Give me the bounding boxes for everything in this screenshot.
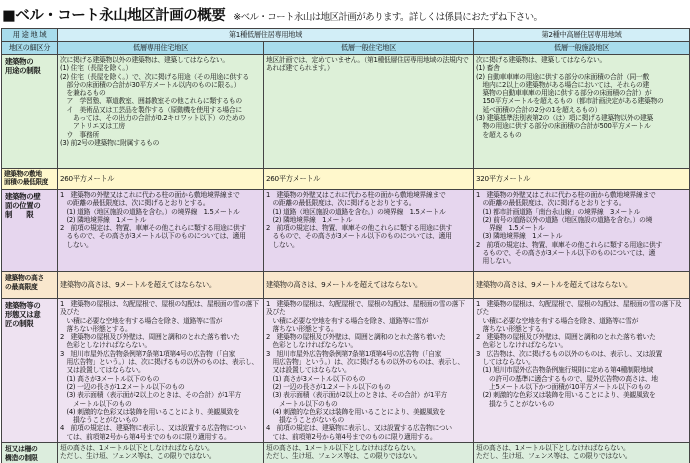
- text-line: (2) 住宅（長屋を除く。）で、次に掲げる用途（その用途に供する: [60, 72, 249, 81]
- text-line: (2) 一辺の長さが1.2メートル以下のもの: [266, 382, 391, 391]
- text-line: ただし、生け垣、フェンス等は、この限りではない。: [476, 452, 632, 461]
- text-line: (1) 道路（地区施設の道路を含む。）の境界線 1.5メートル: [60, 207, 240, 216]
- row-label-wall-position: 建築物の壁 面の位置の 制 限: [2, 190, 58, 272]
- district-a-heading: 低層専用住宅地区: [58, 42, 264, 55]
- district-c-heading: 低層一般施設地区: [474, 42, 690, 55]
- text-line: 垣の高さは、1メートル以下としなければならない。: [60, 444, 214, 453]
- row-label-form-design: 建築物等の 形態又は意 匠の制限: [2, 299, 58, 443]
- text-line: 1 建築物の屋根は、勾配屋根で、屋根の勾配は、屋根面の雪の落下及びた: [476, 300, 682, 317]
- text-line: 1 建築物の外壁又はこれに代わる柱の面から敷地境界線まで: [476, 191, 656, 199]
- text-line: (1) 高さが3メートル以下のもの: [60, 374, 160, 383]
- text-line: ただし、生け垣、フェンス等は、この限りではない。: [60, 452, 216, 461]
- district-label: 地区の細区分: [2, 42, 58, 55]
- text-line: 2 建築物の屋根及び外壁は、周囲と調和のとれた落ち着いた: [476, 333, 656, 342]
- text-line: 3 旭川市屋外広告物条例第7条第1項第4号の広告物（「自家: [60, 349, 236, 358]
- text-line: アトリエ又は工房: [60, 122, 125, 131]
- text-line: 落ちない形態とする。: [60, 324, 132, 333]
- row-label-fence: 垣又は柵の 構造の制限: [2, 443, 58, 463]
- text-line: 用広告物」という。）は、次に掲げるもの以外のものは、表示し、: [60, 358, 259, 367]
- text-line: (2) 一辺の長さが1.2メートル以下のもの: [60, 382, 185, 391]
- text-line: 用広告物」という。）は、次に掲げるもの以外のものは、表示し、: [266, 358, 465, 367]
- cell-wall-a: [58, 190, 264, 272]
- text-line: (1) 道路（地区施設の道路を含む。）の境界線 1.5メートル: [266, 207, 446, 216]
- text-line: ウ 事務所: [60, 130, 99, 139]
- text-line: (3) 表示面積（表示面が2以上のときは、その合計）が1平方: [60, 391, 242, 400]
- cell-form-a: [58, 299, 264, 443]
- cell-fence-a: [58, 443, 264, 463]
- text-line: (2) 自動車車庫の用途に供する部分の床面積の合計（同一敷: [476, 72, 650, 81]
- text-line: (1) 畜舎: [476, 64, 500, 73]
- text-line: 地内に2以上の建築物がある場合においては、それらの建: [476, 80, 649, 89]
- row-label-use-restriction: 建築物の 用途の制限: [2, 55, 58, 169]
- text-line: しない。: [60, 240, 93, 249]
- text-line: 4 前項の規定は、建築物に表示し、又は設置する広告物につい: [266, 424, 452, 433]
- text-line: を超えるもの: [476, 130, 522, 139]
- text-line: 2 建築物の屋根及び外壁は、周囲と調和のとれた落ち着いた: [266, 333, 446, 342]
- text-line: 又は設置してはならない。: [60, 366, 145, 375]
- cell-lot-c: 320平方メートル: [474, 169, 690, 190]
- page-note: ※ベル・コート永山は地区計画があります。詳しくは係員におたずね下さい。: [233, 12, 543, 23]
- text-line: の距離の最低限度は、次に掲げるとおりとする。: [476, 199, 626, 208]
- cell-height-a: 建築物の高さは、9メートルを超えてはならない。: [58, 272, 264, 299]
- text-line: 4 前項の規定は、建築物に表示し、又は設置する広告物につい: [60, 424, 246, 433]
- text-line: 2 前項の規定は、物置、車庫その他これらに類する用途に供す: [60, 224, 246, 233]
- text-line: 色彩としなければならない。: [60, 341, 151, 350]
- text-line: い積に必要な空地を有する場合を除き、道路等に雪が: [476, 316, 639, 325]
- text-line: 色彩としなければならない。: [266, 341, 357, 350]
- cell-height-c: 建築物の高さは、9メートルを超えてはならない。: [474, 272, 690, 299]
- cell-use-a: [58, 55, 264, 169]
- text-line: 落ちない形態とする。: [266, 324, 338, 333]
- text-line: るもので、その高さが3メートル以下のものについては、適用: [60, 232, 246, 241]
- text-line: 150平方メートルを超えるもの（都市計画決定がある建築物の: [476, 97, 664, 106]
- text-line: 色彩としなければならない。: [476, 341, 567, 350]
- text-line: (3) 建築基準法別表第2の（は）項に掲げる建築物以外の建築: [476, 114, 654, 123]
- text-line: 上5メートル以下かつ面積が10平方メートル以下のもの: [476, 382, 651, 391]
- text-line: 2 前項の規定は、物置、車庫その他これらに類する用途に供す: [476, 240, 662, 249]
- text-line: 垣の高さは、1メートル以下としなければならない。: [266, 444, 420, 453]
- text-line: 2 建築物の屋根及び外壁は、周囲と調和のとれた落ち着いた: [60, 333, 240, 342]
- text-line: 用しない。: [476, 257, 515, 266]
- text-line: 次に掲げる建築物は、建築してはならない。: [476, 56, 606, 64]
- row-label-max-height: 建築物の高さ の最高限度: [2, 272, 58, 299]
- text-line: 又は設置してはならない。: [266, 366, 351, 375]
- cell-use-c: [474, 55, 690, 169]
- cell-form-c: [474, 299, 690, 443]
- cell-form-b: [264, 299, 474, 443]
- text-line: (2) 隣地境界線 1メートル: [60, 215, 147, 224]
- cell-fence-c: [474, 443, 690, 463]
- text-line: 垣の高さは、1メートル以下としなければならない。: [476, 444, 630, 453]
- text-line: メートル以下のもの: [60, 399, 132, 408]
- text-line: の距離の最低限度は、次に掲げるとおりとする。: [60, 199, 210, 208]
- cell-lot-a: 260平方メートル: [58, 169, 264, 190]
- cell-lot-b: 260平方メートル: [264, 169, 474, 190]
- page-header: [0, 0, 690, 27]
- text-line: 部分の床面積の合計が30平方メートル以内のものに限る。）: [60, 80, 241, 89]
- text-line: い積に必要な空地を有する場合を除き、道路等に雪が: [266, 316, 429, 325]
- text-line: (1) 住宅（長屋を除く。）: [60, 64, 133, 73]
- text-line: ては、前項第2号から第4号までのものに限り適用する。: [60, 432, 231, 441]
- text-line: 損なうことがないもの: [266, 416, 344, 425]
- text-line: ては、前項第2号から第4号までのものに限り適用する。: [266, 432, 437, 441]
- cell-wall-b: [264, 190, 474, 272]
- text-line: しない。: [266, 240, 299, 249]
- text-line: い積に必要な空地を有する場合を除き、道路等に雪が: [60, 316, 223, 325]
- text-line: あっては、その出力の合計が0.2キロワット以下）のための: [60, 114, 245, 123]
- text-line: 1 建築物の外壁又はこれに代わる柱の面から敷地境界線まで: [266, 191, 446, 199]
- text-line: ア 学習塾、華道教室、囲碁教室その他これらに類するもの: [60, 97, 242, 106]
- text-line: (2) 刺激的な色彩又は装飾を用いることにより、美観風致を: [476, 391, 656, 400]
- text-line: 3 旭川市屋外広告物条例第7条第1項第4号の広告物（「自家: [266, 349, 442, 358]
- text-line: るもので、その高さが3メートル以下のものについては、適用: [266, 232, 452, 241]
- text-line: (2) 前号の道路以外の道路（地区施設の道路を含む。）の境: [476, 215, 653, 224]
- text-line: (1) 都市計画道路「南台永山線」の境界線 3メートル: [476, 207, 641, 216]
- text-line: (3) 隣地境界線 1メートル: [476, 232, 563, 241]
- text-line: 損なうことがないもの: [60, 416, 138, 425]
- text-line: (1) 旭川市屋外広告物条例施行規則に定める第4種制限地域: [476, 366, 654, 375]
- text-line: 地区計画では、定めていません。（第1種低層住居専用地域の法規内であれば建てられます。）: [266, 56, 469, 73]
- cell-use-b: [264, 55, 474, 169]
- text-line: 落ちない形態とする。: [476, 324, 548, 333]
- text-line: (3) 表示面積（表示面が2以上のときは、その合計）が1平方: [266, 391, 448, 400]
- text-line: イ 美術品又は工芸品を製作する（原動機を使用する場合に: [60, 105, 242, 114]
- text-line: (4) 刺激的な色彩又は装飾を用いることにより、美観風致を: [60, 407, 240, 416]
- text-line: を兼ねるもの: [60, 89, 106, 98]
- text-line: (2) 隣地境界線 1メートル: [266, 215, 353, 224]
- row-label-min-lot: 建築物の敷地 面積の最低限度: [2, 169, 58, 190]
- text-line: (3) 前2号の建築物に附属するもの: [60, 138, 160, 147]
- text-line: ただし、生け垣、フェンス等は、この限りではない。: [266, 452, 422, 461]
- text-line: 次に掲げる建築物以外の建築物は、建築してはならない。: [60, 56, 229, 64]
- text-line: 界線 1.5メートル: [476, 224, 545, 233]
- text-line: 1 建築物の屋根は、勾配屋根で、屋根の勾配は、屋根面の雪の落下及びた: [266, 300, 465, 317]
- text-line: の距離の最低限度は、次に掲げるとおりとする。: [266, 199, 416, 208]
- text-line: 築物の自動車車庫の用途に供する部分の床面積の合計）が: [476, 89, 652, 98]
- text-line: (1) 高さが3メートル以下のもの: [266, 374, 366, 383]
- zone2-heading: 第2種中高層住居専用地域: [474, 29, 690, 42]
- text-line: 1 建築物の外壁又はこれに代わる柱の面から敷地境界線まで: [60, 191, 240, 199]
- text-line: メートル以下のもの: [266, 399, 338, 408]
- district-b-heading: 低層一般住宅地区: [264, 42, 474, 55]
- text-line: 1 建築物の屋根は、勾配屋根で、屋根の勾配は、屋根面の雪の落下及びた: [60, 300, 259, 317]
- zone1-heading: 第1種低層住居専用地域: [58, 29, 474, 42]
- district-plan-table: [1, 28, 690, 463]
- text-line: るもので、その高さが3メートル以下のものについては、適: [476, 249, 656, 258]
- cell-fence-b: [264, 443, 474, 463]
- text-line: 2 前項の規定は、物置、車庫その他これらに類する用途に供す: [266, 224, 452, 233]
- page-title: ■ベル・コート永山地区計画の概要: [2, 8, 226, 24]
- text-line: 損なうことがないもの: [476, 399, 554, 408]
- text-line: 物の用途に供する部分の床面積の合計が500平方メートル: [476, 122, 651, 131]
- text-line: 3 広告物は、次に掲げるもの以外のものは、表示し、又は設置: [476, 349, 662, 358]
- text-line: (4) 刺激的な色彩又は装飾を用いることにより、美観風致を: [266, 407, 446, 416]
- cell-height-b: 建築物の高さは、9メートルを超えてはならない。: [264, 272, 474, 299]
- text-line: 延べ面積の合計の2分の1を超えるもの）: [476, 105, 601, 114]
- text-line: してはならない。: [476, 358, 535, 367]
- text-line: の許可の基準に適合するもので、屋外広告物の高さは、地: [476, 374, 658, 383]
- use-zone-label: 用 途 地 域: [2, 29, 58, 42]
- cell-wall-c: [474, 190, 690, 272]
